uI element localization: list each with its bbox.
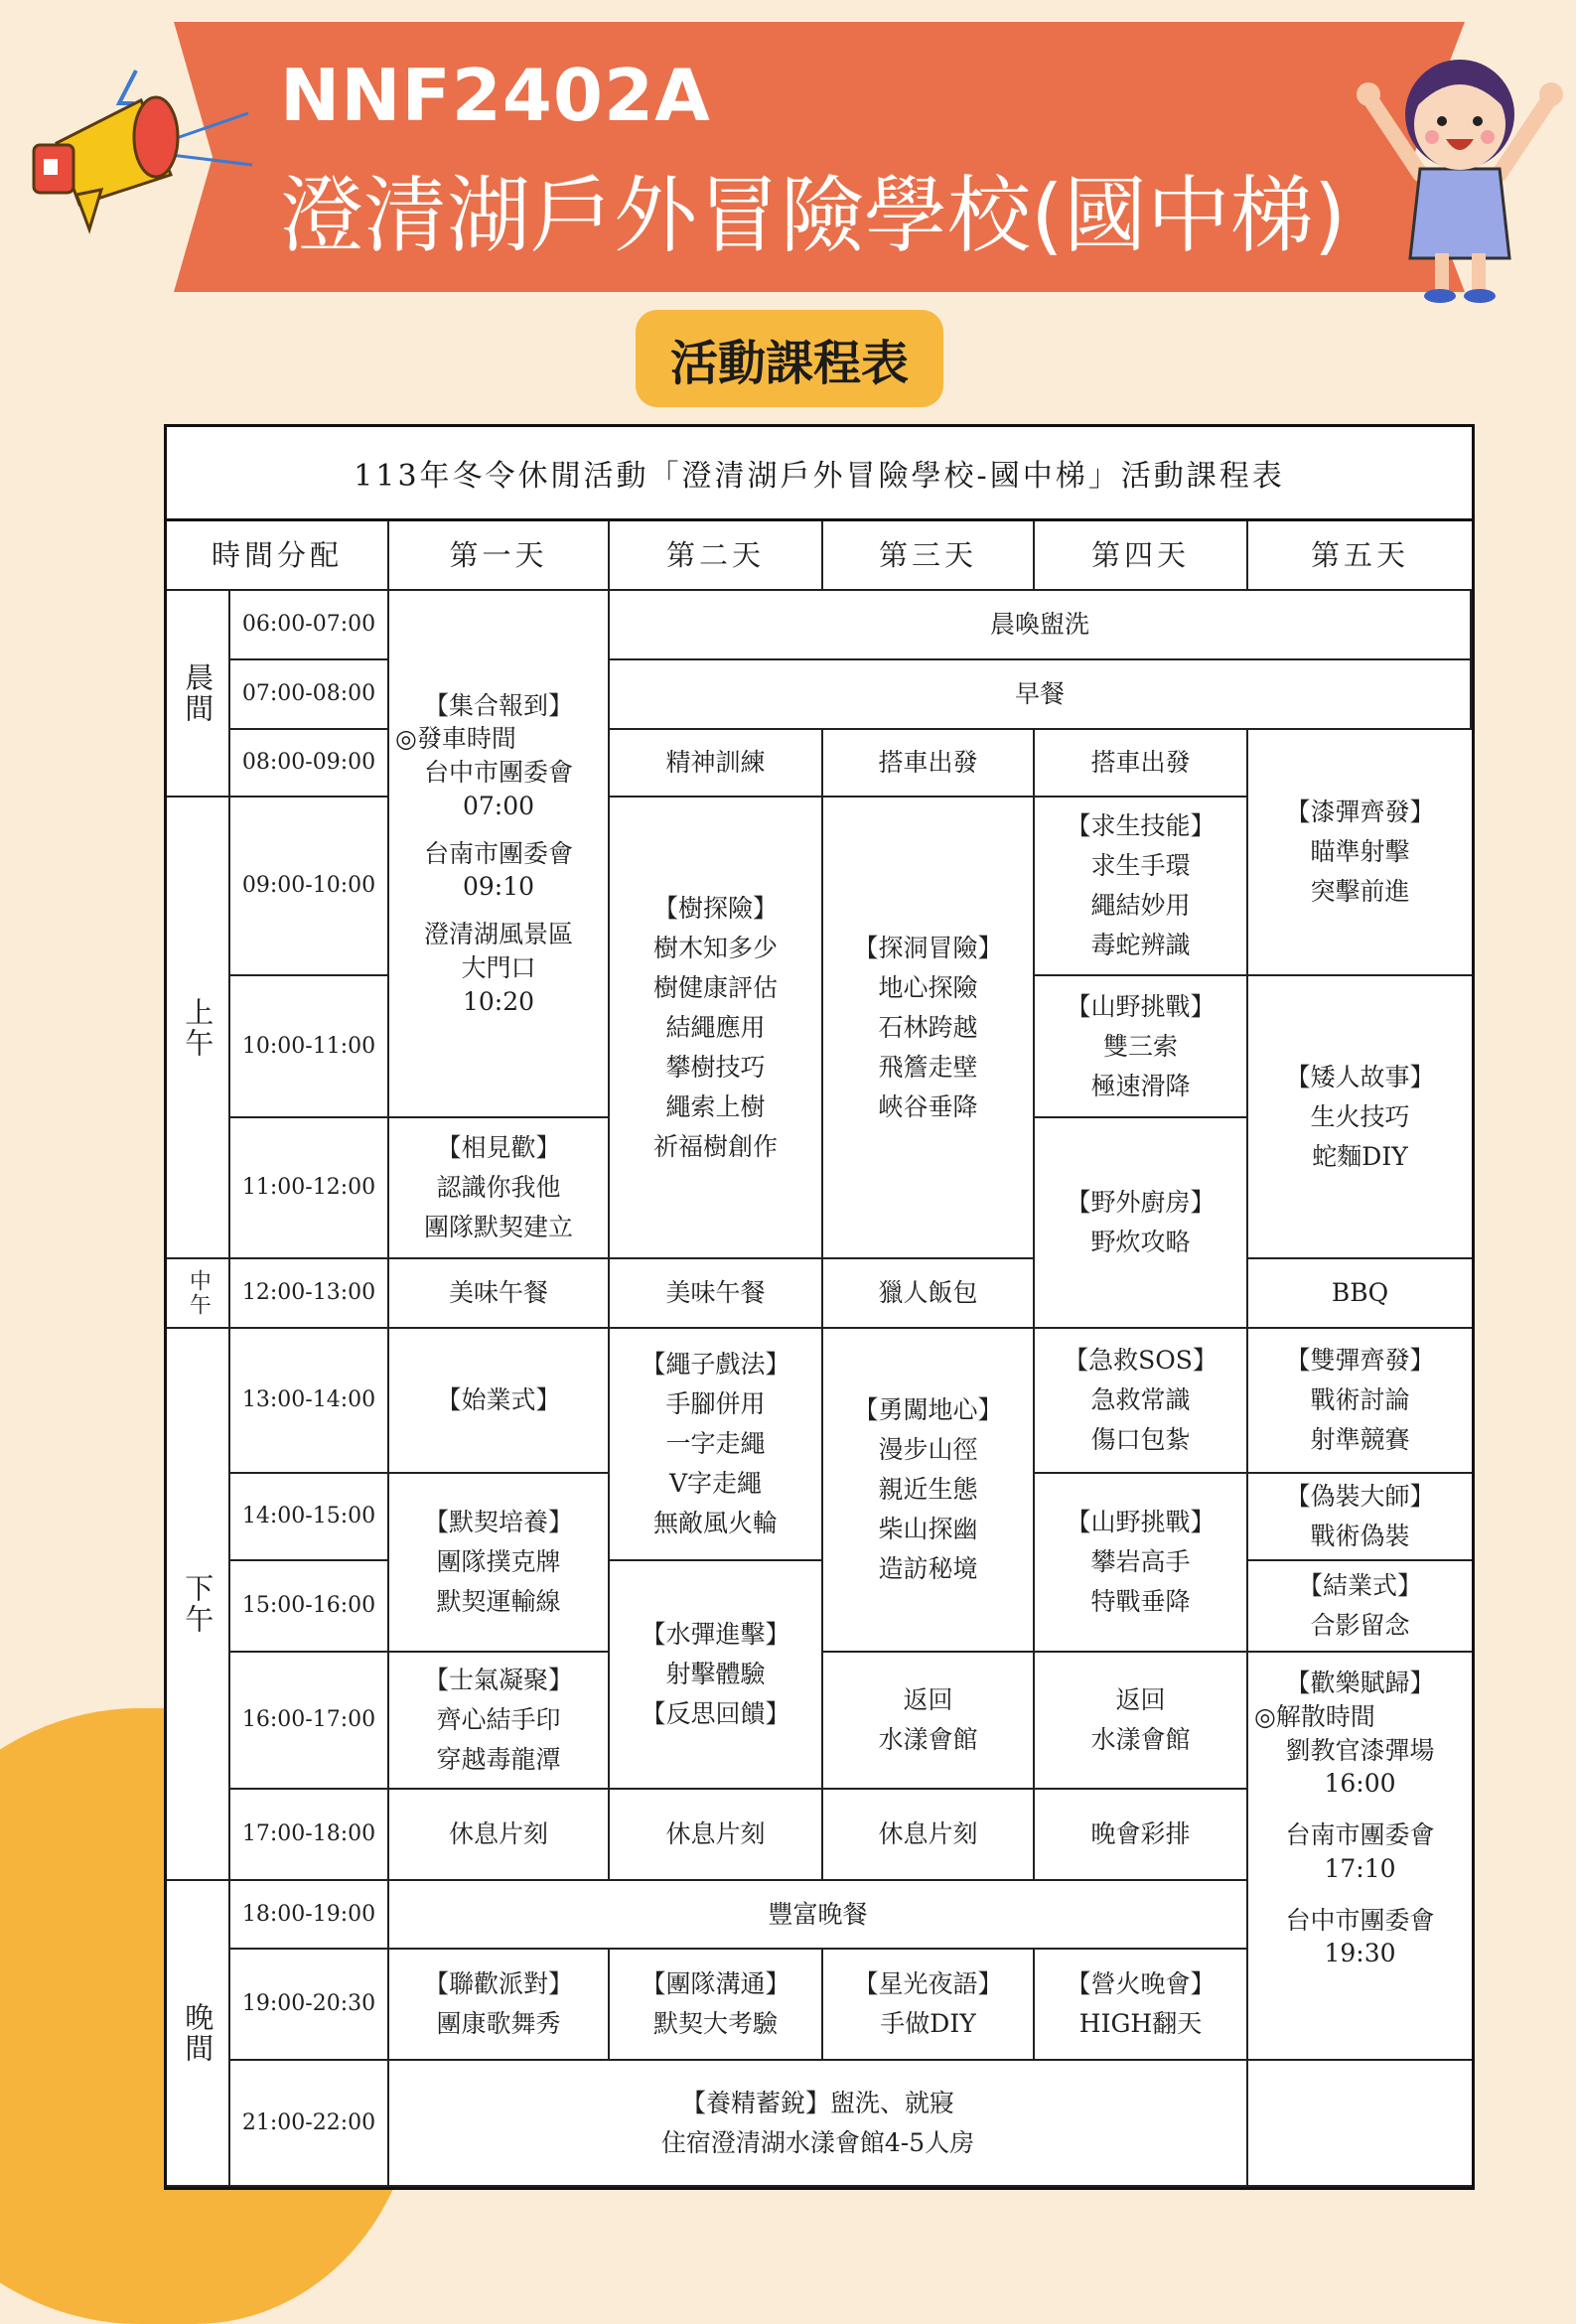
megaphone-icon (22, 56, 270, 234)
day5-night-blank (1248, 2061, 1472, 2187)
time-slot: 10:00-11:00 (230, 976, 389, 1118)
segment-noon: 中午 (167, 1259, 230, 1329)
time-slot: 21:00-22:00 (230, 2061, 389, 2187)
activity-dinner: 豐富晚餐 (389, 1881, 1248, 1950)
schedule-sheet (164, 424, 1475, 2190)
time-slot: 19:00-20:30 (230, 1950, 389, 2061)
time-slot: 15:00-16:00 (230, 1561, 389, 1653)
time-slot: 06:00-07:00 (230, 591, 389, 660)
day3-depart: 搭車出發 (823, 730, 1035, 798)
cartoon-girl-illustration (1351, 40, 1569, 308)
day5-camo: 【偽裝大師】 戰術偽裝 (1248, 1474, 1472, 1561)
time-slot: 13:00-14:00 (230, 1329, 389, 1474)
time-slot: 16:00-17:00 (230, 1653, 389, 1790)
day3-brave: 【勇闖地心】 漫步山徑 親近生態 柴山探幽 造訪秘境 (823, 1329, 1035, 1653)
day2-evening: 【團隊溝通】 默契大考驗 (610, 1950, 823, 2061)
day5-farewell: 【歡樂賦歸】 ◎解散時間 劉教官漆彈場 16:00 台南市團委會 17:10 台中市團委會 19:30 (1248, 1653, 1472, 2061)
day4-wild2: 【山野挑戰】 攀岩高手 特戰垂降 (1035, 1474, 1248, 1653)
day5-closing: 【結業式】 合影留念 (1248, 1561, 1472, 1653)
activity-wash: 晨喚盥洗 (610, 591, 1472, 660)
segment-early-morning: 晨間 (167, 591, 230, 798)
header-day4: 第四天 (1035, 521, 1248, 591)
time-slot: 08:00-09:00 (230, 730, 389, 798)
day4-kitchen: 【野外廚房】 野炊攻略 (1035, 1118, 1248, 1329)
day5-caveman: 【矮人故事】 生火技巧 蛇麵DIY (1248, 976, 1472, 1259)
segment-evening: 晚間 (167, 1881, 230, 2187)
day5-double: 【雙彈齊發】 戰術討論 射準競賽 (1248, 1329, 1472, 1474)
activity-breakfast: 早餐 (610, 660, 1472, 730)
header-day1: 第一天 (389, 521, 610, 591)
course-name: 澄清湖戶外冒險學校(國中梯) (280, 167, 1347, 264)
segment-morning: 上午 (167, 798, 230, 1259)
time-slot: 11:00-12:00 (230, 1118, 389, 1259)
header-day3: 第三天 (823, 521, 1035, 591)
day4-rehearsal: 晚會彩排 (1035, 1790, 1248, 1881)
day1-gather: 【集合報到】 ◎發車時間 台中市團委會 07:00 台南市團委會 09:10 澄清湖風景區 大門口 10:20 (389, 591, 610, 1118)
segment-afternoon: 下午 (167, 1329, 230, 1881)
course-code: NNF2402A (280, 54, 711, 137)
time-slot: 09:00-10:00 (230, 798, 389, 976)
schedule-table (167, 521, 1472, 2187)
schedule-title: 113年冬令休閒活動「澄清湖戶外冒險學校-國中梯」活動課程表 (167, 427, 1472, 521)
day2-lunch: 美味午餐 (610, 1259, 823, 1329)
schedule-badge: 活動課程表 (636, 310, 943, 407)
day1-opening: 【始業式】 (389, 1329, 610, 1474)
day4-wild1: 【山野挑戰】 雙三索 極速滑降 (1035, 976, 1248, 1118)
time-slot: 17:00-18:00 (230, 1790, 389, 1881)
day2-rope: 【繩子戲法】 手腳併用 一字走繩 V字走繩 無敵風火輪 (610, 1329, 823, 1561)
day4-evening: 【營火晚會】 HIGH翻天 (1035, 1950, 1248, 2061)
day2-drill: 精神訓練 (610, 730, 823, 798)
day5-bbq: BBQ (1248, 1259, 1472, 1329)
day1-lunch: 美味午餐 (389, 1259, 610, 1329)
day4-back: 返回 水漾會館 (1035, 1653, 1248, 1790)
day2-tree: 【樹探險】 樹木知多少 樹健康評估 結繩應用 攀樹技巧 繩索上樹 祈福樹創作 (610, 798, 823, 1259)
day1-meet: 【相見歡】 認識你我他 團隊默契建立 (389, 1118, 610, 1259)
day3-rest: 休息片刻 (823, 1790, 1035, 1881)
day3-cave: 【探洞冒險】 地心探險 石林跨越 飛簷走壁 峽谷垂降 (823, 798, 1035, 1259)
day3-back: 返回 水漾會館 (823, 1653, 1035, 1790)
day1-rest: 休息片刻 (389, 1790, 610, 1881)
day4-firstaid: 【急救SOS】 急救常識 傷口包紮 (1035, 1329, 1248, 1474)
day3-lunch: 獵人飯包 (823, 1259, 1035, 1329)
day1-tacit: 【默契培養】 團隊撲克牌 默契運輸線 (389, 1474, 610, 1653)
day4-depart: 搭車出發 (1035, 730, 1248, 798)
header-time: 時間分配 (167, 521, 389, 591)
time-slot: 14:00-15:00 (230, 1474, 389, 1561)
day5-paintball: 【漆彈齊發】 瞄準射擊 突擊前進 (1248, 730, 1472, 976)
day1-morale: 【士氣凝聚】 齊心結手印 穿越毒龍潭 (389, 1653, 610, 1790)
activity-night: 【養精蓄銳】盥洗、就寢 住宿澄清湖水漾會館4-5人房 (389, 2061, 1248, 2187)
header-day2: 第二天 (610, 521, 823, 591)
day2-water: 【水彈進擊】 射擊體驗 【反思回饋】 (610, 1561, 823, 1790)
time-slot: 07:00-08:00 (230, 660, 389, 730)
time-slot: 18:00-19:00 (230, 1881, 389, 1950)
day2-rest: 休息片刻 (610, 1790, 823, 1881)
time-slot: 12:00-13:00 (230, 1259, 389, 1329)
day1-evening: 【聯歡派對】 團康歌舞秀 (389, 1950, 610, 2061)
day4-survival: 【求生技能】 求生手環 繩結妙用 毒蛇辨識 (1035, 798, 1248, 976)
day3-evening: 【星光夜語】 手做DIY (823, 1950, 1035, 2061)
header-day5: 第五天 (1248, 521, 1472, 591)
